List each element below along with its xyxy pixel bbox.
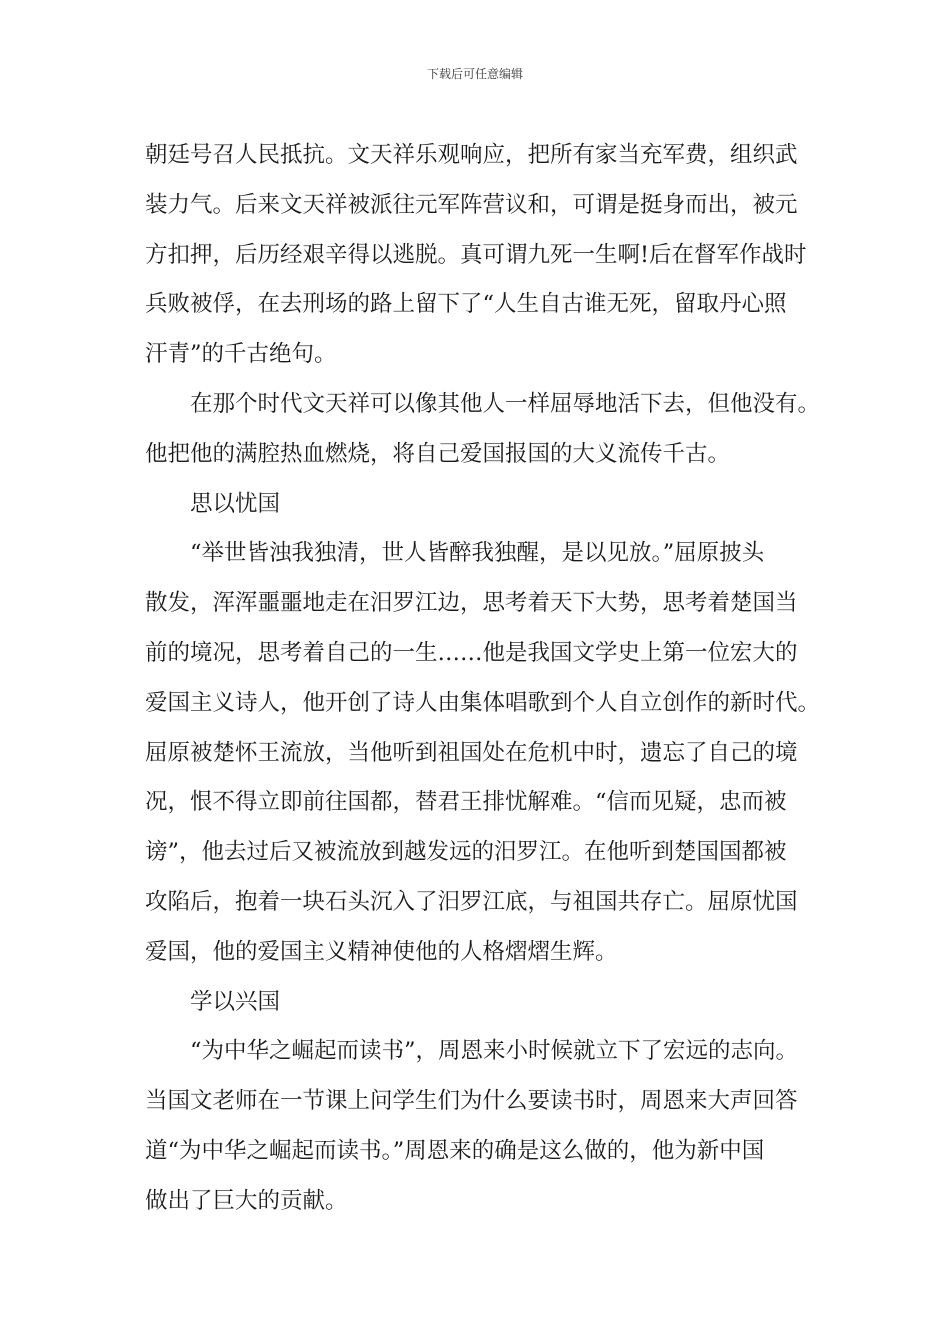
section-heading-text: 思以忧国 — [190, 490, 281, 517]
text-line: 攻陷后，抱着一块石头沉入了汨罗江底，与祖国共存亡。屈原忧国 — [145, 888, 798, 915]
text-line: 方扣押，后历经艰辛得以逃脱。真可谓九死一生啊!后在督军作战时 — [145, 241, 807, 268]
text-line: 汗青”的千古绝句。 — [145, 341, 337, 368]
page-header: 下载后可任意编辑 — [426, 67, 523, 81]
text-line: 前的境况，思考着自己的一生……他是我国文学史上第一位宏大的 — [145, 639, 798, 666]
text-line: 爱国主义诗人，他开创了诗人由集体唱歌到个人自立创作的新时代。 — [145, 689, 821, 716]
text-line: 谤”，他去过后又被流放到越发远的汨罗江。在他听到楚国国都被 — [145, 839, 787, 866]
paragraph — [145, 380, 821, 480]
paragraph — [145, 1027, 810, 1226]
text-line: 做出了巨大的贡献。 — [145, 1187, 348, 1214]
section-heading-text: 学以兴国 — [190, 988, 281, 1015]
text-line: 当国文老师在一节课上问学生们为什么要读书时，周恩来大声回答 — [145, 1088, 798, 1115]
paragraph — [145, 529, 821, 977]
text-line: 在那个时代文天祥可以像其他人一样屈辱地活下去，但他没有。 — [190, 390, 821, 417]
text-line: 装力气。后来文天祥被派往元军阵营议和，可谓是挺身而出，被元 — [145, 191, 798, 218]
text-line: 朝廷号召人民抵抗。文天祥乐观响应，把所有家当充军费，组织武 — [145, 142, 798, 168]
section-heading — [145, 978, 810, 1028]
text-line: 况，恨不得立即前往国都，替君王排忧解难。“信而见疑，忠而被 — [145, 789, 787, 816]
text-line: “为中华之崛起而读书”，周恩来小时候就立下了宏远的志向。 — [190, 1038, 799, 1065]
text-line: 他把他的满腔热血燃烧，将自己爱国报国的大义流传千古。 — [145, 440, 731, 467]
text-line: “举世皆浊我独清，世人皆醉我独醒，是以见放。”屈原披头 — [190, 540, 765, 567]
text-line: 道“为中华之崛起而读书。”周恩来的确是这么做的，他为新中国 — [145, 1137, 765, 1164]
text-line: 兵败被俘，在去刑场的路上留下了“人生自古谁无死，留取丹心照 — [145, 291, 787, 318]
document-body — [145, 131, 821, 1227]
paragraph — [145, 131, 810, 380]
text-line: 屈原被楚怀王流放，当他听到祖国处在危机中时，遗忘了自己的境 — [145, 739, 798, 766]
section-heading — [145, 480, 810, 530]
text-line: 散发，浑浑噩噩地走在汨罗江边，思考着天下大势，思考着楚国当 — [145, 590, 798, 617]
text-line: 爱国，他的爱国主义精神使他的人格熠熠生辉。 — [145, 938, 618, 965]
